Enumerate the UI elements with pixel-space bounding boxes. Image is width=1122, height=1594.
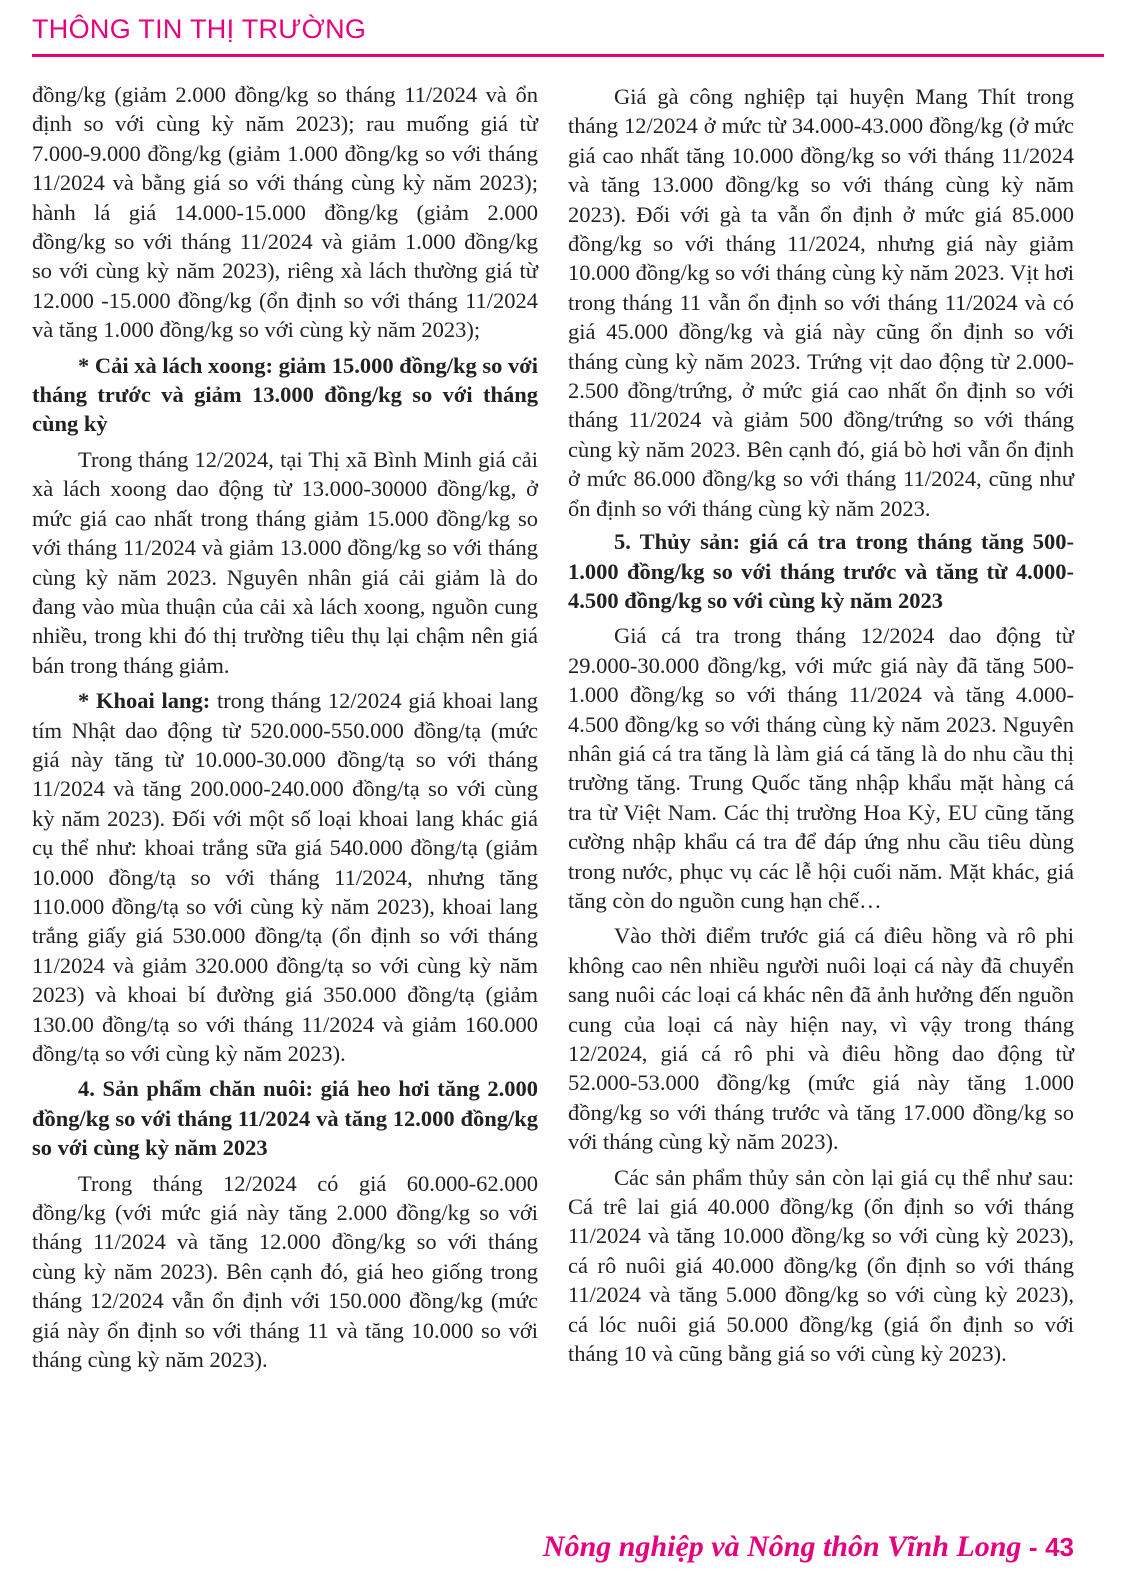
paragraph: Trong tháng 12/2024, tại Thị xã Bình Minh giá cải xà lách xoong dao động từ 13.000-30000 đồng/kg, ở mức giá cao nhất trong tháng giảm 15.000 đồng/kg so với tháng 11/2024 và giảm 13.000 đồng/kg so với tháng cùng kỳ năm 2023. Nguyên nhân giá cải giảm là do đang vào mùa thuận của cải xà lách xoong, nguồn cung nhiều, trong khi đó thị trường tiêu thụ lại chậm nên giá bán trong tháng giảm. (32, 446, 538, 678)
left-column (32, 80, 538, 1380)
paragraph: đồng/kg (giảm 2.000 đồng/kg so tháng 11/2024 và ổn định so với cùng kỳ năm 2023); rau muống giá từ 7.000-9.000 đồng/kg (giảm 1.000 đồng/kg so với tháng 11/2024 và bằng giá so với tháng cùng kỳ năm 2023); hành lá giá 14.000-15.000 đồng/kg (giảm 2.000 đồng/kg so với tháng 11/2024 và giảm 1.000 đồng/kg so với cùng kỳ năm 2023), riêng xà lách thường giá từ 12.000 -15.000 đồng/kg (ổn định so với tháng 11/2024 và tăng 1.000 đồng/kg so với cùng kỳ năm 2023); (32, 82, 538, 343)
subheading: * Cải xà lách xoong: giảm 15.000 đồng/kg so với tháng trước và giảm 13.000 đồng/kg so với tháng cùng kỳ (32, 352, 539, 437)
paragraph: Trong tháng 12/2024 có giá 60.000-62.000 đồng/kg (với mức giá này tăng 2.000 đồng/kg so với tháng 11/2024 và tăng 12.000 đồng/kg so với tháng cùng kỳ năm 2023). Bên cạnh đó, giá heo giống trong tháng 12/2024 vẫn ổn định với 150.000 đồng/kg (mức giá này ổn định so với tháng 11 và tăng 10.000 so với tháng cùng kỳ năm 2023). (32, 1170, 538, 1373)
paragraph: Giá gà công nghiệp tại huyện Mang Thít trong tháng 12/2024 ở mức từ 34.000-43.000 đồng/kg (ở mức giá cao nhất tăng 10.000 đồng/kg so với tháng 11/2024 và tăng 13.000 đồng/kg so với tháng cùng kỳ năm 2023). Đối với gà ta vẫn ổn định ở mức giá 85.000 đồng/kg so với tháng 11/2024, nhưng giá này giảm 10.000 đồng/kg so với tháng cùng kỳ năm 2023. Vịt hơi trong tháng 11 vẫn ổn định so với tháng 11/2024 và có giá 45.000 đồng/kg và giá này cũng ổn định so với tháng cùng kỳ năm 2023. Trứng vịt dao động từ 2.000-2.500 đồng/trứng, ở mức giá cao nhất ổn định so với tháng 11/2024 và giảm 500 đồng/trứng so với tháng cùng kỳ năm 2023. Bên cạnh đó, giá bò hơi vẫn ổn định ở mức 86.000 đồng/kg so với tháng 11/2024, cũng như ổn định so với tháng cùng kỳ năm 2023. (568, 84, 1074, 521)
paragraph (32, 686, 538, 1068)
paragraph-body: trong tháng 12/2024 giá khoai lang tím Nhật dao động từ 520.000-550.000 đồng/tạ (mức giá này tăng từ 10.000-30.000 đồng/tạ so với tháng 11/2024 và tăng 200.000-240.000 đồng/tạ so với cùng kỳ năm 2023). Đối với một số loại khoai lang khác giá cụ thể như: khoai trắng sữa giá 540.000 đồng/tạ (giảm 10.000 đồng/tạ so với tháng 11/2024, nhưng tăng 110.000 đồng/tạ so với cùng kỳ năm 2023), khoai lang trắng giấy giá 530.000 đồng/tạ (ổn định so với tháng 11/2024 và giảm 320.000 đồng/tạ so với cùng kỳ năm 2023) và khoai bí đường giá 350.000 đồng/tạ (giảm 130.00 đồng/tạ so với tháng 11/2024 và giảm 160.000 đồng/tạ so với cùng kỳ năm 2023). (32, 688, 538, 1066)
paragraph-lead: * Khoai lang: (78, 688, 211, 714)
footer-separator: - (1028, 1532, 1038, 1562)
paragraph: Các sản phẩm thủy sản còn lại giá cụ thể như sau: Cá trê lai giá 40.000 đồng/kg (ổn định so với tháng 11/2024 và tăng 10.000 đồng/kg so với cùng kỳ 2023), cá rô nuôi giá 40.000 đồng/kg (ổn định so với tháng 11/2024 và tăng 5.000 đồng/kg so với cùng kỳ 2023), cá lóc nuôi giá 50.000 đồng/kg (giá ổn định so với tháng 10 và cũng bằng giá so với cùng kỳ 2023). (568, 1164, 1074, 1367)
magazine-name: Nông nghiệp và Nông thôn Vĩnh Long (542, 1530, 1022, 1563)
subheading: 4. Sản phẩm chăn nuôi: giá heo hơi tăng 2.000 đồng/kg so với tháng 11/2024 và tăng 12.000 đồng/kg so với cùng kỳ năm 2023 (32, 1076, 538, 1161)
page-number: 43 (1045, 1532, 1074, 1562)
subheading: 5. Thủy sản: giá cá tra trong tháng tăng 500-1.000 đồng/kg so với tháng trước và tăng từ 4.000-4.500 đồng/kg so với cùng kỳ năm 2023 (568, 529, 1074, 613)
paragraph: Vào thời điểm trước giá cá điêu hồng và rô phi không cao nên nhiều người nuôi loại cá này đã chuyển sang nuôi các loại cá khác nên đã ảnh hưởng đến nguồn cung của loại cá này hiện nay, vì vậy trong tháng 12/2024, giá cá rô phi và điêu hồng dao động từ 52.000-53.000 đồng/kg (mức giá này tăng 1.000 đồng/kg so với tháng trước và tăng 17.000 đồng/kg so với tháng cùng kỳ năm 2023). (568, 923, 1074, 1155)
page-footer (543, 1530, 1074, 1564)
header-divider (32, 54, 1104, 57)
section-title: THÔNG TIN THỊ TRƯỜNG (32, 14, 367, 44)
paragraph: Giá cá tra trong tháng 12/2024 dao động từ 29.000-30.000 đồng/kg, với mức giá này đã tăng 500-1.000 đồng/kg so với tháng 11/2024 và tăng 4.000-4.500 đồng/kg so với tháng cùng kỳ năm 2023. Nguyên nhân giá cá tra tăng là làm giá cá tăng là do nhu cầu thị trường tăng. Trung Quốc tăng nhập khẩu mặt hàng cá tra từ Việt Nam. Các thị trường Hoa Kỳ, EU cũng tăng cường nhập khẩu cá tra để đáp ứng nhu cầu tiêu dùng trong nước, phục vụ các lễ hội cuối năm. Mặt khác, giá tăng còn do nguồn cung hạn chế… (568, 623, 1074, 913)
right-column (568, 82, 1074, 1374)
